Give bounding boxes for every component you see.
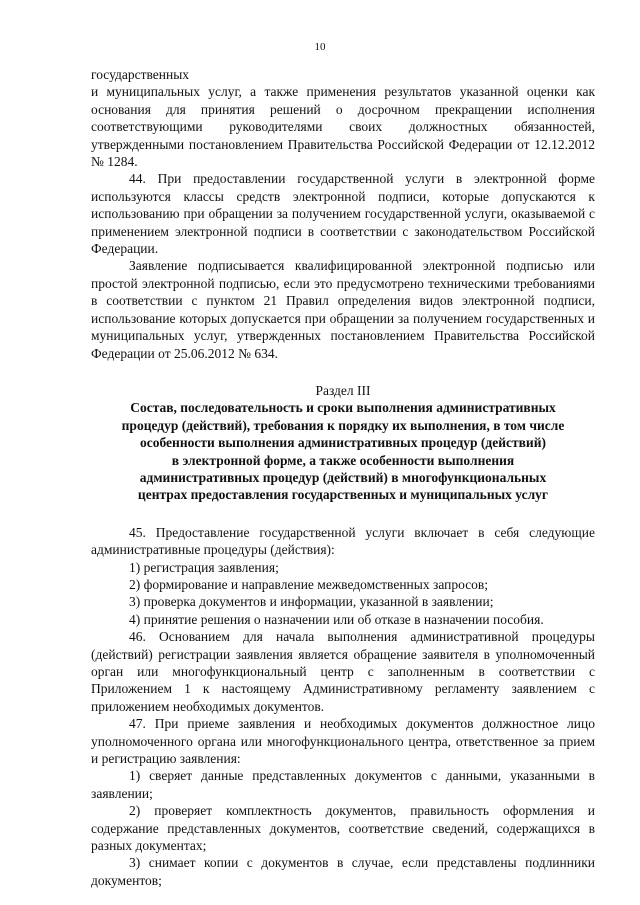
- page-content: [91, 66, 595, 889]
- list-item: 3) снимает копии с документов в случае, если представлены подлинники документов;: [91, 855, 595, 888]
- section-body: [91, 524, 595, 890]
- list-item: 3) проверка документов и информации, указанной в заявлении;: [129, 594, 494, 610]
- section-title: [91, 399, 595, 503]
- paragraph: Заявление подписывается квалифицированной электронной подписью или простой электронной подписью, если это предусмотрено техническими требованиями в соответствии с пунктом 21 Правил определения видов электронной подписи, использование которых допускается при обращении за получением государственных и муниципальных услуг, утвержденных постановлением Правительства Российской Федерации от 25.06.2012 № 634.: [91, 258, 595, 361]
- section-title-line: Состав, последовательность и сроки выполнения административных: [130, 400, 556, 416]
- paragraph-44: 44. При предоставлении государственной услуги в электронной форме используются классы средств электронной подписи, которые допускаются к использованию при обращении за получением государственной услуги, оказываемой с применением электронной подписи в соответствии с законодательством Российской Федерации.: [91, 171, 595, 257]
- list-item: 2) проверяет комплектность документов, правильность оформления и содержание представленных документов, соответствие сведений, содержащихся в разных документах;: [91, 803, 595, 854]
- page-number: 10: [314, 41, 326, 53]
- paragraph: государственных: [91, 67, 190, 82]
- list-item: 1) регистрация заявления;: [129, 559, 279, 575]
- section-title-line: процедур (действий), требования к порядку их выполнения, в том числе: [121, 417, 565, 433]
- paragraph-46: 46. Основанием для начала выполнения административной процедуры (действий) регистрации заявления является обращение заявителя в уполномоченный орган или многофункциональный центр с заполненным в соответствии с Приложением 1 к настоящему Административному регламенту заявлением с приложением необходимых документов.: [91, 629, 595, 714]
- section-title-line: центрах предоставления государственных и муниципальных услуг: [137, 487, 549, 503]
- section-label: Раздел III: [315, 382, 371, 398]
- paragraph-45: 45. Предоставление государственной услуги включает в себя следующие административные процедуры (действия):: [91, 524, 595, 558]
- section-title-line: в электронной форме, а также особенности выполнения: [171, 452, 515, 468]
- section-title-line: административных процедур (действий) в многофункциональных: [139, 469, 547, 485]
- paragraph: и муниципальных услуг, а также применения результатов указанной оценки как основания для принятия решений о досрочном прекращении исполнения соответствующими руководителями своих должностных обязанностей, утвержденными постановлением Правительства Российской Федерации от 12.12.2012 № 1284.: [91, 84, 595, 170]
- paragraph-47: 47. При приеме заявления и необходимых документов должностное лицо уполномоченного органа или многофункционального центра, ответственное за прием и регистрацию заявления:: [91, 716, 595, 767]
- list-item: 4) принятие решения о назначении или об отказе в назначении пособия.: [129, 611, 544, 627]
- list-item: 1) сверяет данные представленных документов с данными, указанными в заявлении;: [91, 768, 595, 801]
- section-title-line: особенности выполнения административных процедур (действий): [139, 435, 546, 451]
- list-item: 2) формирование и направление межведомственных запросов;: [129, 576, 489, 592]
